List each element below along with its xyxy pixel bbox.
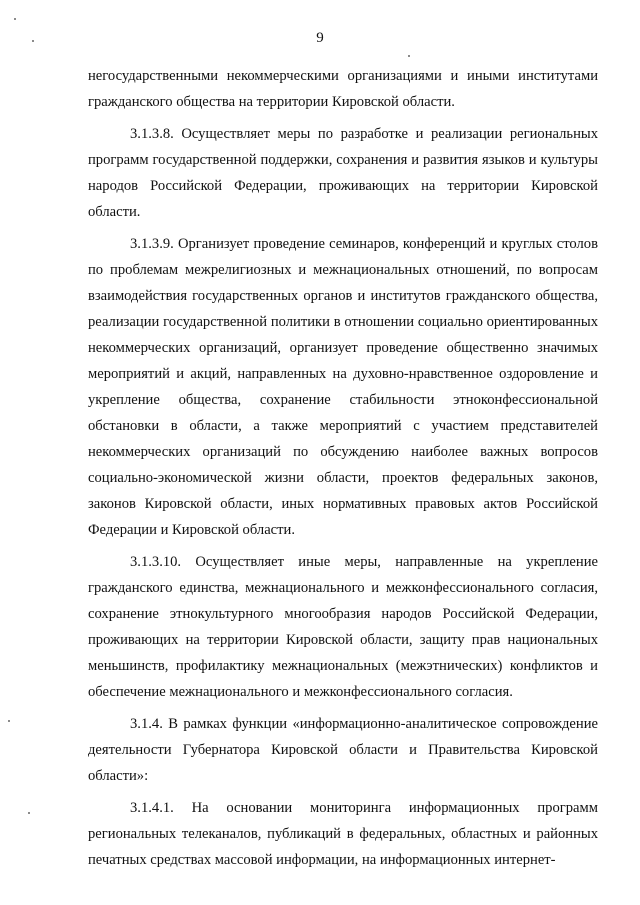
scan-speck [32,40,34,42]
page-number: 9 [316,30,324,46]
paragraph-3-1-4: 3.1.4. В рамках функции «информационно-аналитическое сопровождение деятельности Губернатора Кировской области и Правительства Кировской области»: [88,716,598,784]
scan-speck [8,720,10,722]
paragraph-3-1-3-9: 3.1.3.9. Организует проведение семинаров, конференций и круглых столов по проблемам межрелигиозных и межнациональных отношений, по вопросам взаимодействия государственных органов и институтов гражданского общества, реализации государственной политики в отношении социально ориентированных некоммерческих организаций, организует проведение общественно значимых мероприятий и акций, направленных на духовно-нравственное оздоровление и укрепление общества, сохранение стабильности этноконфессиональной обстановки в области, а также мероприятий с участием представителей некоммерческих организаций по обсуждению наиболее важных вопросов социально-экономической жизни области, проектов федеральных законов, законов Кировской области, иных нормативных правовых актов Российской Федерации и Кировской области. [88,236,598,538]
paragraph-3-1-4-1: 3.1.4.1. На основании мониторинга информационных программ региональных телеканалов, публикаций в федеральных, областных и районных печатных средствах массовой информации, на информационных интернет- [88,800,598,868]
paragraph-continuation: негосударственными некоммерческими организациями и иными институтами гражданского общества на территории Кировской области. [88,68,598,110]
scan-speck [408,55,410,57]
scan-speck [14,18,16,20]
scan-speck [28,812,30,814]
document-body [88,63,598,873]
paragraph-3-1-3-8: 3.1.3.8. Осуществляет меры по разработке и реализации региональных программ государственной поддержки, сохранения и развития языков и культуры народов Российской Федерации, проживающих на территории Кировской области. [88,126,598,220]
paragraph-3-1-3-10: 3.1.3.10. Осуществляет иные меры, направленные на укрепление гражданского единства, межнационального и межконфессионального согласия, сохранение этнокультурного многообразия народов Российской Федерации, проживающих на территории Кировской области, защиту прав национальных меньшинств, профилактику межнациональных (межэтнических) конфликтов и обеспечение межнационального и межконфессионального согласия. [88,554,598,700]
